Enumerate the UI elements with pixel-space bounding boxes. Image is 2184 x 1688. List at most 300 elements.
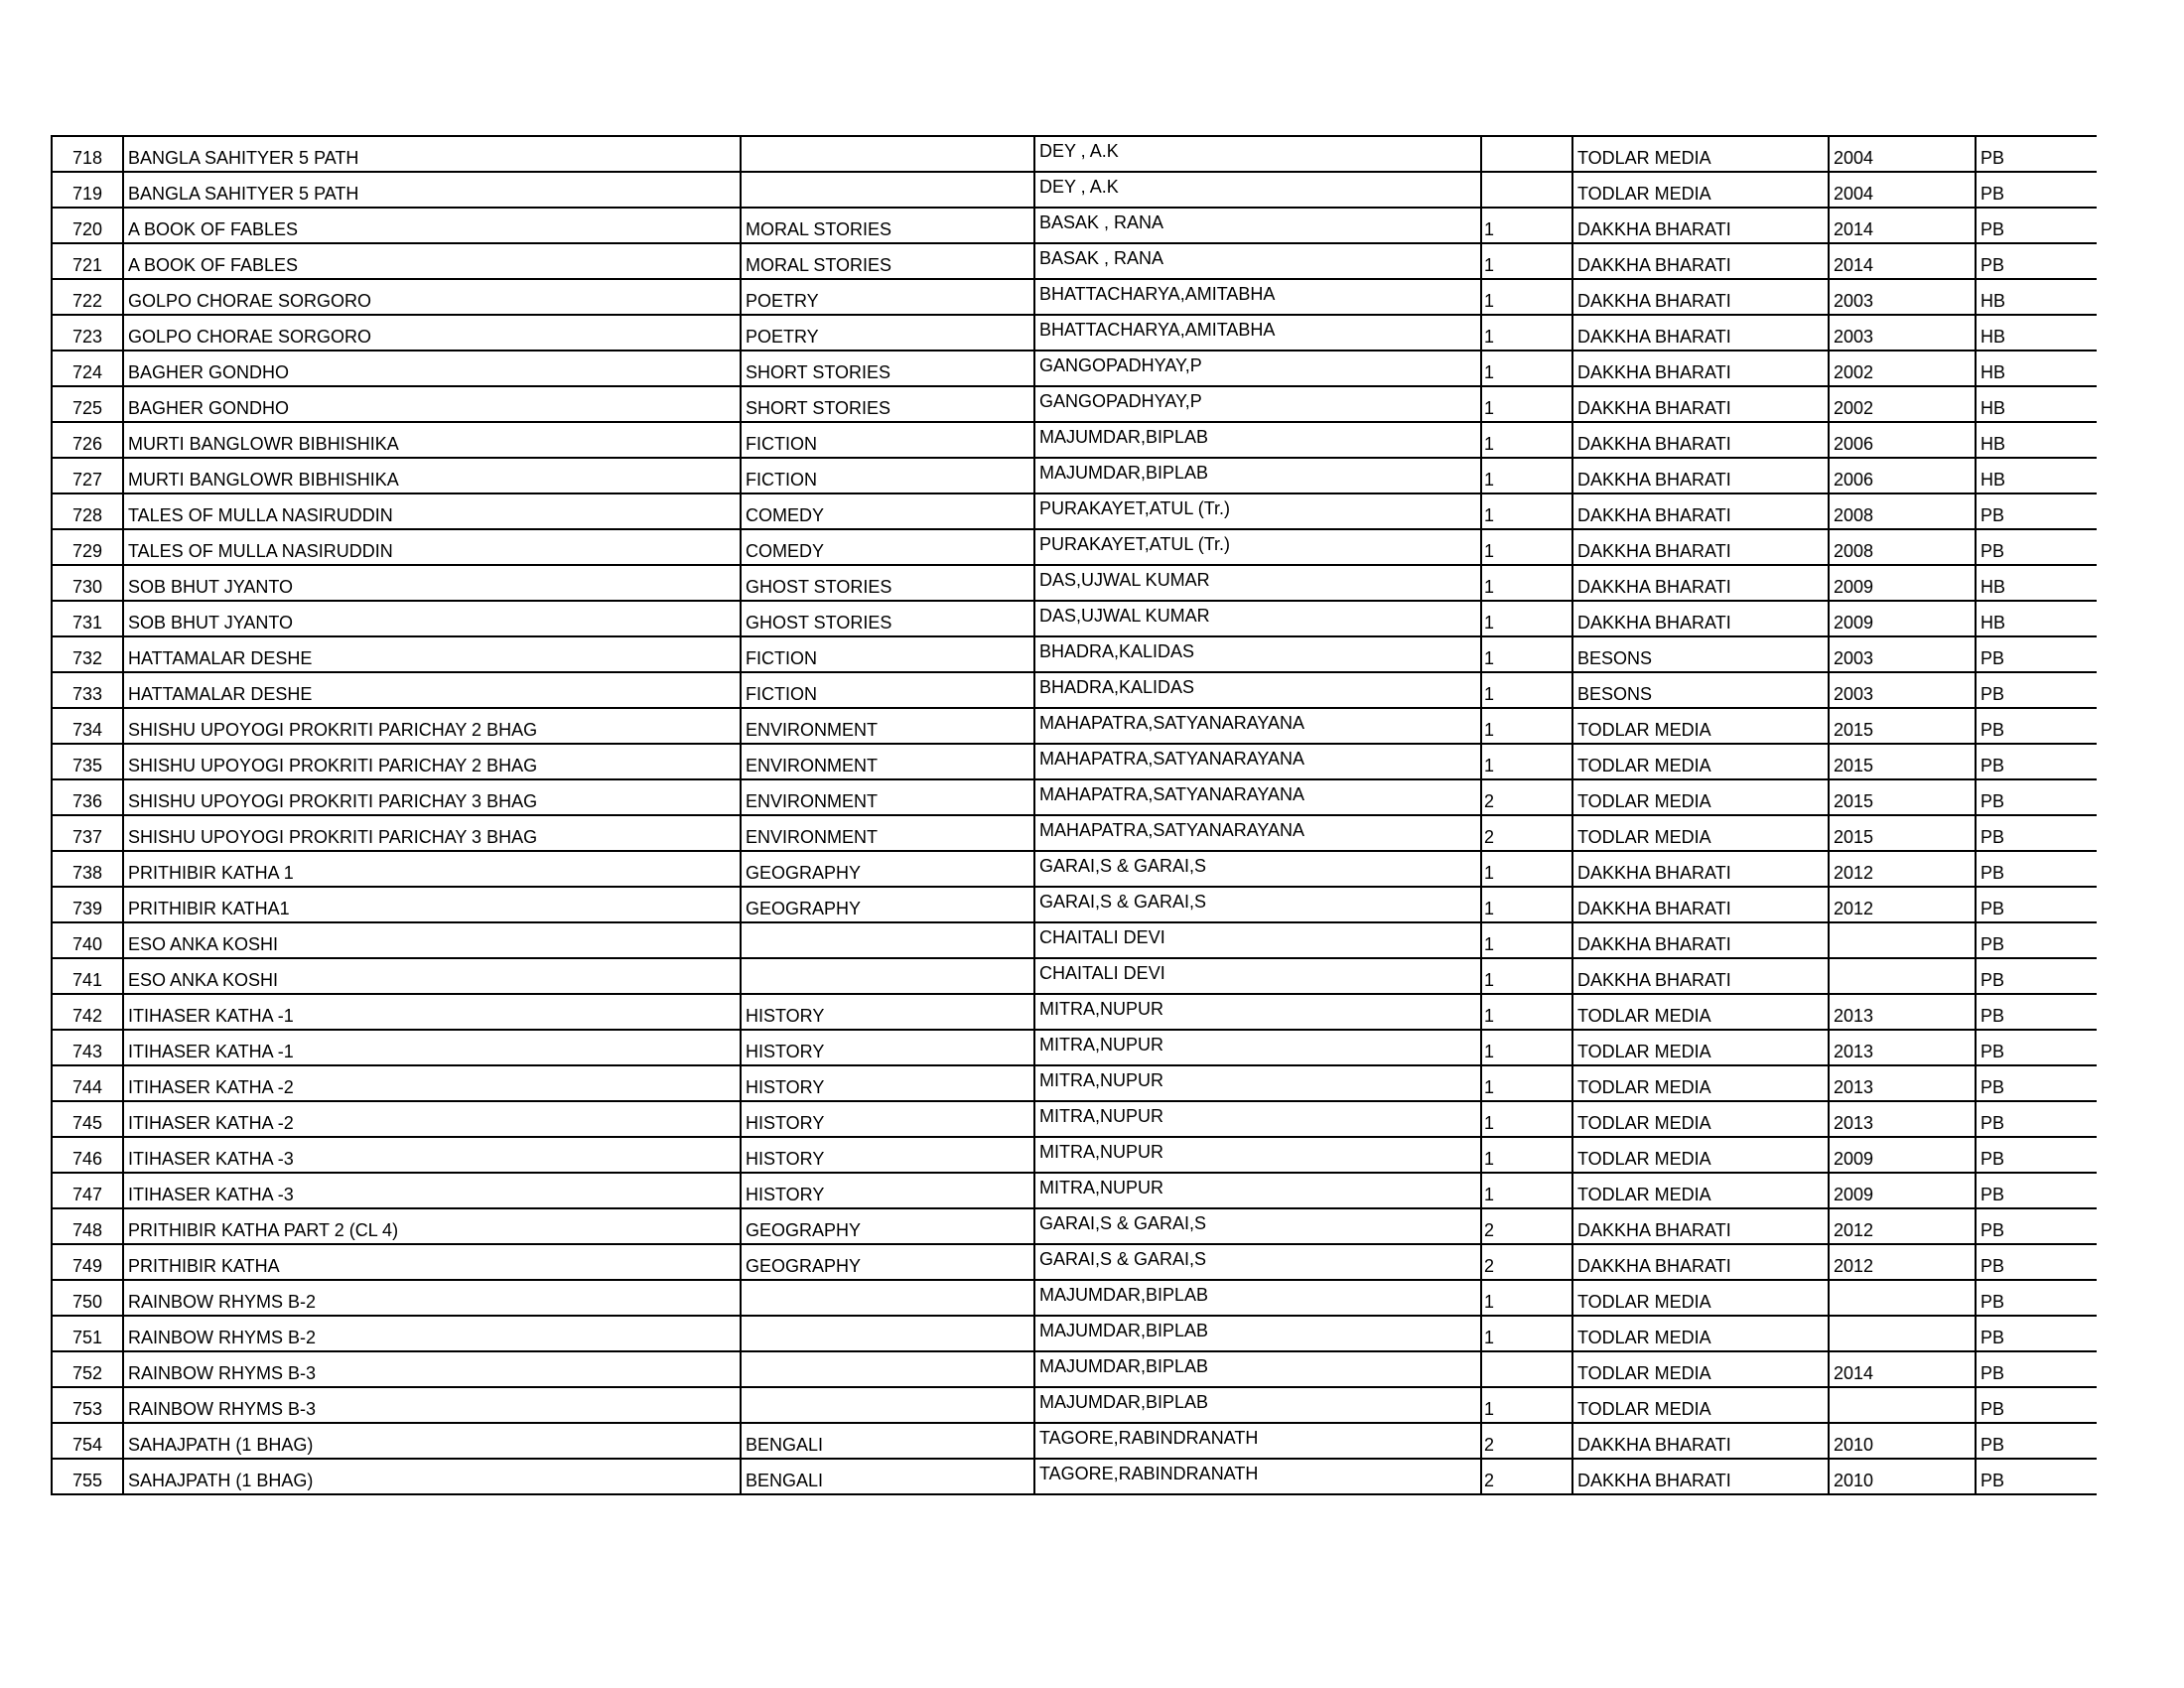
year-cell: 2012 [1829, 851, 1976, 887]
year-cell [1829, 1316, 1976, 1351]
publisher-cell: DAKKHA BHARATI [1572, 279, 1829, 315]
publisher-cell: DAKKHA BHARATI [1572, 1244, 1829, 1280]
title-cell: ESO ANKA KOSHI [123, 958, 741, 994]
author-cell: GANGOPADHYAY,P [1034, 386, 1481, 422]
quantity-cell: 2 [1481, 779, 1572, 815]
author-cell: MITRA,NUPUR [1034, 1101, 1481, 1137]
year-cell: 2013 [1829, 1065, 1976, 1101]
subject-cell: ENVIRONMENT [741, 815, 1034, 851]
serial-number-cell: 718 [52, 136, 123, 172]
serial-number-cell: 733 [52, 672, 123, 708]
subject-cell: HISTORY [741, 994, 1034, 1030]
year-cell: 2002 [1829, 351, 1976, 386]
year-cell: 2015 [1829, 744, 1976, 779]
author-cell: MAJUMDAR,BIPLAB [1034, 422, 1481, 458]
author-cell: MITRA,NUPUR [1034, 1173, 1481, 1208]
year-cell: 2012 [1829, 887, 1976, 922]
year-cell: 2009 [1829, 1173, 1976, 1208]
author-cell: MITRA,NUPUR [1034, 1065, 1481, 1101]
serial-number-cell: 726 [52, 422, 123, 458]
publisher-cell: DAKKHA BHARATI [1572, 958, 1829, 994]
quantity-cell: 1 [1481, 601, 1572, 636]
year-cell: 2003 [1829, 636, 1976, 672]
table-row [52, 422, 2097, 458]
binding-cell: PB [1976, 1208, 2097, 1244]
subject-cell [741, 172, 1034, 208]
serial-number-cell: 719 [52, 172, 123, 208]
year-cell: 2009 [1829, 1137, 1976, 1173]
quantity-cell: 1 [1481, 1030, 1572, 1065]
serial-number-cell: 752 [52, 1351, 123, 1387]
title-cell: ITIHASER KATHA -3 [123, 1173, 741, 1208]
title-cell: SHISHU UPOYOGI PROKRITI PARICHAY 2 BHAG [123, 744, 741, 779]
subject-cell [741, 136, 1034, 172]
author-cell: GARAI,S & GARAI,S [1034, 1208, 1481, 1244]
year-cell: 2004 [1829, 172, 1976, 208]
publisher-cell: DAKKHA BHARATI [1572, 208, 1829, 243]
table-row [52, 493, 2097, 529]
author-cell: TAGORE,RABINDRANATH [1034, 1459, 1481, 1494]
serial-number-cell: 730 [52, 565, 123, 601]
publisher-cell: DAKKHA BHARATI [1572, 493, 1829, 529]
publisher-cell: TODLAR MEDIA [1572, 708, 1829, 744]
binding-cell: HB [1976, 386, 2097, 422]
publisher-cell: TODLAR MEDIA [1572, 1137, 1829, 1173]
subject-cell: POETRY [741, 279, 1034, 315]
table-row [52, 672, 2097, 708]
binding-cell: HB [1976, 422, 2097, 458]
author-cell: GARAI,S & GARAI,S [1034, 1244, 1481, 1280]
author-cell: MAHAPATRA,SATYANARAYANA [1034, 744, 1481, 779]
binding-cell: PB [1976, 1137, 2097, 1173]
year-cell: 2008 [1829, 493, 1976, 529]
year-cell: 2009 [1829, 601, 1976, 636]
quantity-cell: 1 [1481, 1173, 1572, 1208]
subject-cell: GEOGRAPHY [741, 1244, 1034, 1280]
author-cell: MITRA,NUPUR [1034, 994, 1481, 1030]
binding-cell: PB [1976, 243, 2097, 279]
title-cell: MURTI BANGLOWR BIBHISHIKA [123, 458, 741, 493]
publisher-cell: DAKKHA BHARATI [1572, 422, 1829, 458]
binding-cell: HB [1976, 351, 2097, 386]
quantity-cell: 1 [1481, 636, 1572, 672]
subject-cell [741, 1316, 1034, 1351]
serial-number-cell: 739 [52, 887, 123, 922]
serial-number-cell: 725 [52, 386, 123, 422]
year-cell [1829, 1280, 1976, 1316]
author-cell: DEY , A.K [1034, 172, 1481, 208]
author-cell: MAJUMDAR,BIPLAB [1034, 1280, 1481, 1316]
title-cell: ITIHASER KATHA -2 [123, 1101, 741, 1137]
author-cell: MAJUMDAR,BIPLAB [1034, 1316, 1481, 1351]
table-row [52, 136, 2097, 172]
table-row [52, 458, 2097, 493]
quantity-cell [1481, 172, 1572, 208]
publisher-cell: DAKKHA BHARATI [1572, 887, 1829, 922]
quantity-cell: 1 [1481, 672, 1572, 708]
title-cell: SAHAJPATH (1 BHAG) [123, 1423, 741, 1459]
serial-number-cell: 742 [52, 994, 123, 1030]
table-row [52, 208, 2097, 243]
binding-cell: HB [1976, 315, 2097, 351]
serial-number-cell: 721 [52, 243, 123, 279]
author-cell: BHADRA,KALIDAS [1034, 672, 1481, 708]
table-row [52, 1244, 2097, 1280]
quantity-cell: 1 [1481, 887, 1572, 922]
author-cell: DEY , A.K [1034, 136, 1481, 172]
title-cell: RAINBOW RHYMS B-3 [123, 1387, 741, 1423]
table-row [52, 601, 2097, 636]
publisher-cell: DAKKHA BHARATI [1572, 315, 1829, 351]
binding-cell: PB [1976, 815, 2097, 851]
table-row [52, 922, 2097, 958]
quantity-cell: 1 [1481, 1387, 1572, 1423]
subject-cell [741, 1351, 1034, 1387]
serial-number-cell: 745 [52, 1101, 123, 1137]
table-row [52, 386, 2097, 422]
binding-cell: PB [1976, 1030, 2097, 1065]
year-cell: 2010 [1829, 1423, 1976, 1459]
author-cell: MAJUMDAR,BIPLAB [1034, 1351, 1481, 1387]
table-row [52, 1173, 2097, 1208]
serial-number-cell: 738 [52, 851, 123, 887]
title-cell: BANGLA SAHITYER 5 PATH [123, 136, 741, 172]
binding-cell: PB [1976, 1101, 2097, 1137]
subject-cell: ENVIRONMENT [741, 744, 1034, 779]
author-cell: BHATTACHARYA,AMITABHA [1034, 315, 1481, 351]
year-cell: 2002 [1829, 386, 1976, 422]
quantity-cell: 1 [1481, 243, 1572, 279]
year-cell: 2003 [1829, 315, 1976, 351]
author-cell: MAJUMDAR,BIPLAB [1034, 458, 1481, 493]
table-row [52, 636, 2097, 672]
table-row [52, 351, 2097, 386]
serial-number-cell: 736 [52, 779, 123, 815]
publisher-cell: TODLAR MEDIA [1572, 1173, 1829, 1208]
publisher-cell: DAKKHA BHARATI [1572, 529, 1829, 565]
subject-cell: COMEDY [741, 493, 1034, 529]
binding-cell: PB [1976, 172, 2097, 208]
table-row [52, 279, 2097, 315]
title-cell: GOLPO CHORAE SORGORO [123, 279, 741, 315]
year-cell [1829, 922, 1976, 958]
title-cell: HATTAMALAR DESHE [123, 636, 741, 672]
table-row [52, 1459, 2097, 1494]
serial-number-cell: 741 [52, 958, 123, 994]
year-cell: 2014 [1829, 243, 1976, 279]
publisher-cell: TODLAR MEDIA [1572, 1316, 1829, 1351]
publisher-cell: DAKKHA BHARATI [1572, 565, 1829, 601]
title-cell: TALES OF MULLA NASIRUDDIN [123, 529, 741, 565]
title-cell: GOLPO CHORAE SORGORO [123, 315, 741, 351]
publisher-cell: TODLAR MEDIA [1572, 172, 1829, 208]
subject-cell: GEOGRAPHY [741, 1208, 1034, 1244]
publisher-cell: BESONS [1572, 636, 1829, 672]
table-row [52, 172, 2097, 208]
table-row [52, 243, 2097, 279]
title-cell: SOB BHUT JYANTO [123, 565, 741, 601]
author-cell: MAHAPATRA,SATYANARAYANA [1034, 708, 1481, 744]
quantity-cell: 1 [1481, 279, 1572, 315]
publisher-cell: DAKKHA BHARATI [1572, 922, 1829, 958]
year-cell: 2015 [1829, 708, 1976, 744]
quantity-cell: 1 [1481, 708, 1572, 744]
year-cell: 2014 [1829, 208, 1976, 243]
subject-cell: BENGALI [741, 1423, 1034, 1459]
year-cell: 2003 [1829, 672, 1976, 708]
title-cell: RAINBOW RHYMS B-2 [123, 1280, 741, 1316]
subject-cell: SHORT STORIES [741, 386, 1034, 422]
binding-cell: PB [1976, 779, 2097, 815]
serial-number-cell: 723 [52, 315, 123, 351]
author-cell: GARAI,S & GARAI,S [1034, 887, 1481, 922]
binding-cell: HB [1976, 601, 2097, 636]
publisher-cell: DAKKHA BHARATI [1572, 1208, 1829, 1244]
table-row [52, 315, 2097, 351]
title-cell: PRITHIBIR KATHA [123, 1244, 741, 1280]
publisher-cell: TODLAR MEDIA [1572, 1065, 1829, 1101]
title-cell: SHISHU UPOYOGI PROKRITI PARICHAY 3 BHAG [123, 779, 741, 815]
serial-number-cell: 755 [52, 1459, 123, 1494]
serial-number-cell: 748 [52, 1208, 123, 1244]
binding-cell: PB [1976, 994, 2097, 1030]
quantity-cell: 2 [1481, 1459, 1572, 1494]
table-row [52, 1065, 2097, 1101]
subject-cell: BENGALI [741, 1459, 1034, 1494]
table-row [52, 1351, 2097, 1387]
author-cell: MAHAPATRA,SATYANARAYANA [1034, 779, 1481, 815]
quantity-cell: 1 [1481, 565, 1572, 601]
binding-cell: PB [1976, 493, 2097, 529]
title-cell: PRITHIBIR KATHA 1 [123, 851, 741, 887]
author-cell: MITRA,NUPUR [1034, 1137, 1481, 1173]
publisher-cell: TODLAR MEDIA [1572, 1101, 1829, 1137]
table-row [52, 708, 2097, 744]
year-cell: 2012 [1829, 1244, 1976, 1280]
quantity-cell: 1 [1481, 1065, 1572, 1101]
table-row [52, 1208, 2097, 1244]
subject-cell [741, 1280, 1034, 1316]
binding-cell: PB [1976, 744, 2097, 779]
binding-cell: PB [1976, 1423, 2097, 1459]
quantity-cell: 1 [1481, 1316, 1572, 1351]
binding-cell: PB [1976, 1387, 2097, 1423]
publisher-cell: TODLAR MEDIA [1572, 1030, 1829, 1065]
year-cell: 2009 [1829, 565, 1976, 601]
quantity-cell: 1 [1481, 744, 1572, 779]
book-catalog-table [51, 135, 2097, 1495]
year-cell: 2015 [1829, 779, 1976, 815]
author-cell: PURAKAYET,ATUL (Tr.) [1034, 529, 1481, 565]
binding-cell: PB [1976, 922, 2097, 958]
table-row [52, 851, 2097, 887]
title-cell: ITIHASER KATHA -3 [123, 1137, 741, 1173]
table-row [52, 1280, 2097, 1316]
quantity-cell: 1 [1481, 1280, 1572, 1316]
subject-cell: HISTORY [741, 1173, 1034, 1208]
binding-cell: PB [1976, 1351, 2097, 1387]
subject-cell: GEOGRAPHY [741, 851, 1034, 887]
table-row [52, 994, 2097, 1030]
table-row [52, 1137, 2097, 1173]
serial-number-cell: 744 [52, 1065, 123, 1101]
subject-cell: POETRY [741, 315, 1034, 351]
table-row [52, 887, 2097, 922]
author-cell: PURAKAYET,ATUL (Tr.) [1034, 493, 1481, 529]
binding-cell: PB [1976, 636, 2097, 672]
publisher-cell: BESONS [1572, 672, 1829, 708]
subject-cell: ENVIRONMENT [741, 708, 1034, 744]
catalog-body [52, 136, 2097, 1494]
quantity-cell: 1 [1481, 851, 1572, 887]
subject-cell: ENVIRONMENT [741, 779, 1034, 815]
binding-cell: PB [1976, 1459, 2097, 1494]
year-cell: 2006 [1829, 422, 1976, 458]
quantity-cell: 1 [1481, 458, 1572, 493]
quantity-cell: 1 [1481, 493, 1572, 529]
table-row [52, 1387, 2097, 1423]
subject-cell: HISTORY [741, 1065, 1034, 1101]
title-cell: BANGLA SAHITYER 5 PATH [123, 172, 741, 208]
title-cell: SOB BHUT JYANTO [123, 601, 741, 636]
author-cell: MAJUMDAR,BIPLAB [1034, 1387, 1481, 1423]
serial-number-cell: 746 [52, 1137, 123, 1173]
title-cell: SHISHU UPOYOGI PROKRITI PARICHAY 2 BHAG [123, 708, 741, 744]
table-row [52, 1316, 2097, 1351]
table-row [52, 958, 2097, 994]
table-row [52, 565, 2097, 601]
serial-number-cell: 729 [52, 529, 123, 565]
serial-number-cell: 751 [52, 1316, 123, 1351]
binding-cell: PB [1976, 851, 2097, 887]
publisher-cell: TODLAR MEDIA [1572, 136, 1829, 172]
title-cell: ITIHASER KATHA -2 [123, 1065, 741, 1101]
table-row [52, 1101, 2097, 1137]
table-row [52, 529, 2097, 565]
title-cell: SAHAJPATH (1 BHAG) [123, 1459, 741, 1494]
quantity-cell: 2 [1481, 1244, 1572, 1280]
title-cell: TALES OF MULLA NASIRUDDIN [123, 493, 741, 529]
quantity-cell [1481, 1351, 1572, 1387]
quantity-cell: 1 [1481, 208, 1572, 243]
table-row [52, 815, 2097, 851]
serial-number-cell: 740 [52, 922, 123, 958]
binding-cell: PB [1976, 1065, 2097, 1101]
subject-cell: GHOST STORIES [741, 601, 1034, 636]
quantity-cell: 1 [1481, 1101, 1572, 1137]
author-cell: MAHAPATRA,SATYANARAYANA [1034, 815, 1481, 851]
serial-number-cell: 749 [52, 1244, 123, 1280]
binding-cell: PB [1976, 208, 2097, 243]
year-cell: 2012 [1829, 1208, 1976, 1244]
binding-cell: PB [1976, 1244, 2097, 1280]
publisher-cell: DAKKHA BHARATI [1572, 243, 1829, 279]
subject-cell: HISTORY [741, 1137, 1034, 1173]
serial-number-cell: 728 [52, 493, 123, 529]
table-row [52, 744, 2097, 779]
author-cell: TAGORE,RABINDRANATH [1034, 1423, 1481, 1459]
author-cell: MITRA,NUPUR [1034, 1030, 1481, 1065]
binding-cell: PB [1976, 1280, 2097, 1316]
title-cell: A BOOK OF FABLES [123, 208, 741, 243]
publisher-cell: DAKKHA BHARATI [1572, 1423, 1829, 1459]
quantity-cell [1481, 136, 1572, 172]
quantity-cell: 1 [1481, 529, 1572, 565]
serial-number-cell: 750 [52, 1280, 123, 1316]
serial-number-cell: 722 [52, 279, 123, 315]
year-cell: 2013 [1829, 994, 1976, 1030]
table-row [52, 779, 2097, 815]
publisher-cell: DAKKHA BHARATI [1572, 351, 1829, 386]
title-cell: SHISHU UPOYOGI PROKRITI PARICHAY 3 BHAG [123, 815, 741, 851]
year-cell: 2010 [1829, 1459, 1976, 1494]
serial-number-cell: 737 [52, 815, 123, 851]
title-cell: RAINBOW RHYMS B-3 [123, 1351, 741, 1387]
serial-number-cell: 720 [52, 208, 123, 243]
binding-cell: PB [1976, 672, 2097, 708]
publisher-cell: TODLAR MEDIA [1572, 1387, 1829, 1423]
table-row [52, 1423, 2097, 1459]
publisher-cell: DAKKHA BHARATI [1572, 386, 1829, 422]
binding-cell: HB [1976, 279, 2097, 315]
publisher-cell: TODLAR MEDIA [1572, 1351, 1829, 1387]
table-row [52, 1030, 2097, 1065]
subject-cell: FICTION [741, 636, 1034, 672]
quantity-cell: 1 [1481, 422, 1572, 458]
quantity-cell: 2 [1481, 815, 1572, 851]
author-cell: BHATTACHARYA,AMITABHA [1034, 279, 1481, 315]
author-cell: BASAK , RANA [1034, 243, 1481, 279]
year-cell: 2004 [1829, 136, 1976, 172]
publisher-cell: TODLAR MEDIA [1572, 779, 1829, 815]
subject-cell [741, 1387, 1034, 1423]
year-cell: 2015 [1829, 815, 1976, 851]
year-cell: 2008 [1829, 529, 1976, 565]
quantity-cell: 2 [1481, 1423, 1572, 1459]
author-cell: GARAI,S & GARAI,S [1034, 851, 1481, 887]
binding-cell: PB [1976, 958, 2097, 994]
subject-cell: MORAL STORIES [741, 208, 1034, 243]
binding-cell: HB [1976, 458, 2097, 493]
year-cell: 2014 [1829, 1351, 1976, 1387]
binding-cell: PB [1976, 1173, 2097, 1208]
title-cell: RAINBOW RHYMS B-2 [123, 1316, 741, 1351]
binding-cell: PB [1976, 529, 2097, 565]
author-cell: DAS,UJWAL KUMAR [1034, 601, 1481, 636]
serial-number-cell: 734 [52, 708, 123, 744]
binding-cell: PB [1976, 708, 2097, 744]
title-cell: HATTAMALAR DESHE [123, 672, 741, 708]
publisher-cell: TODLAR MEDIA [1572, 815, 1829, 851]
publisher-cell: TODLAR MEDIA [1572, 744, 1829, 779]
subject-cell: MORAL STORIES [741, 243, 1034, 279]
serial-number-cell: 754 [52, 1423, 123, 1459]
subject-cell: GHOST STORIES [741, 565, 1034, 601]
quantity-cell: 1 [1481, 994, 1572, 1030]
serial-number-cell: 735 [52, 744, 123, 779]
title-cell: A BOOK OF FABLES [123, 243, 741, 279]
title-cell: ESO ANKA KOSHI [123, 922, 741, 958]
subject-cell [741, 958, 1034, 994]
subject-cell [741, 922, 1034, 958]
author-cell: DAS,UJWAL KUMAR [1034, 565, 1481, 601]
subject-cell: SHORT STORIES [741, 351, 1034, 386]
year-cell: 2013 [1829, 1101, 1976, 1137]
author-cell: CHAITALI DEVI [1034, 958, 1481, 994]
quantity-cell: 1 [1481, 351, 1572, 386]
serial-number-cell: 747 [52, 1173, 123, 1208]
title-cell: ITIHASER KATHA -1 [123, 1030, 741, 1065]
